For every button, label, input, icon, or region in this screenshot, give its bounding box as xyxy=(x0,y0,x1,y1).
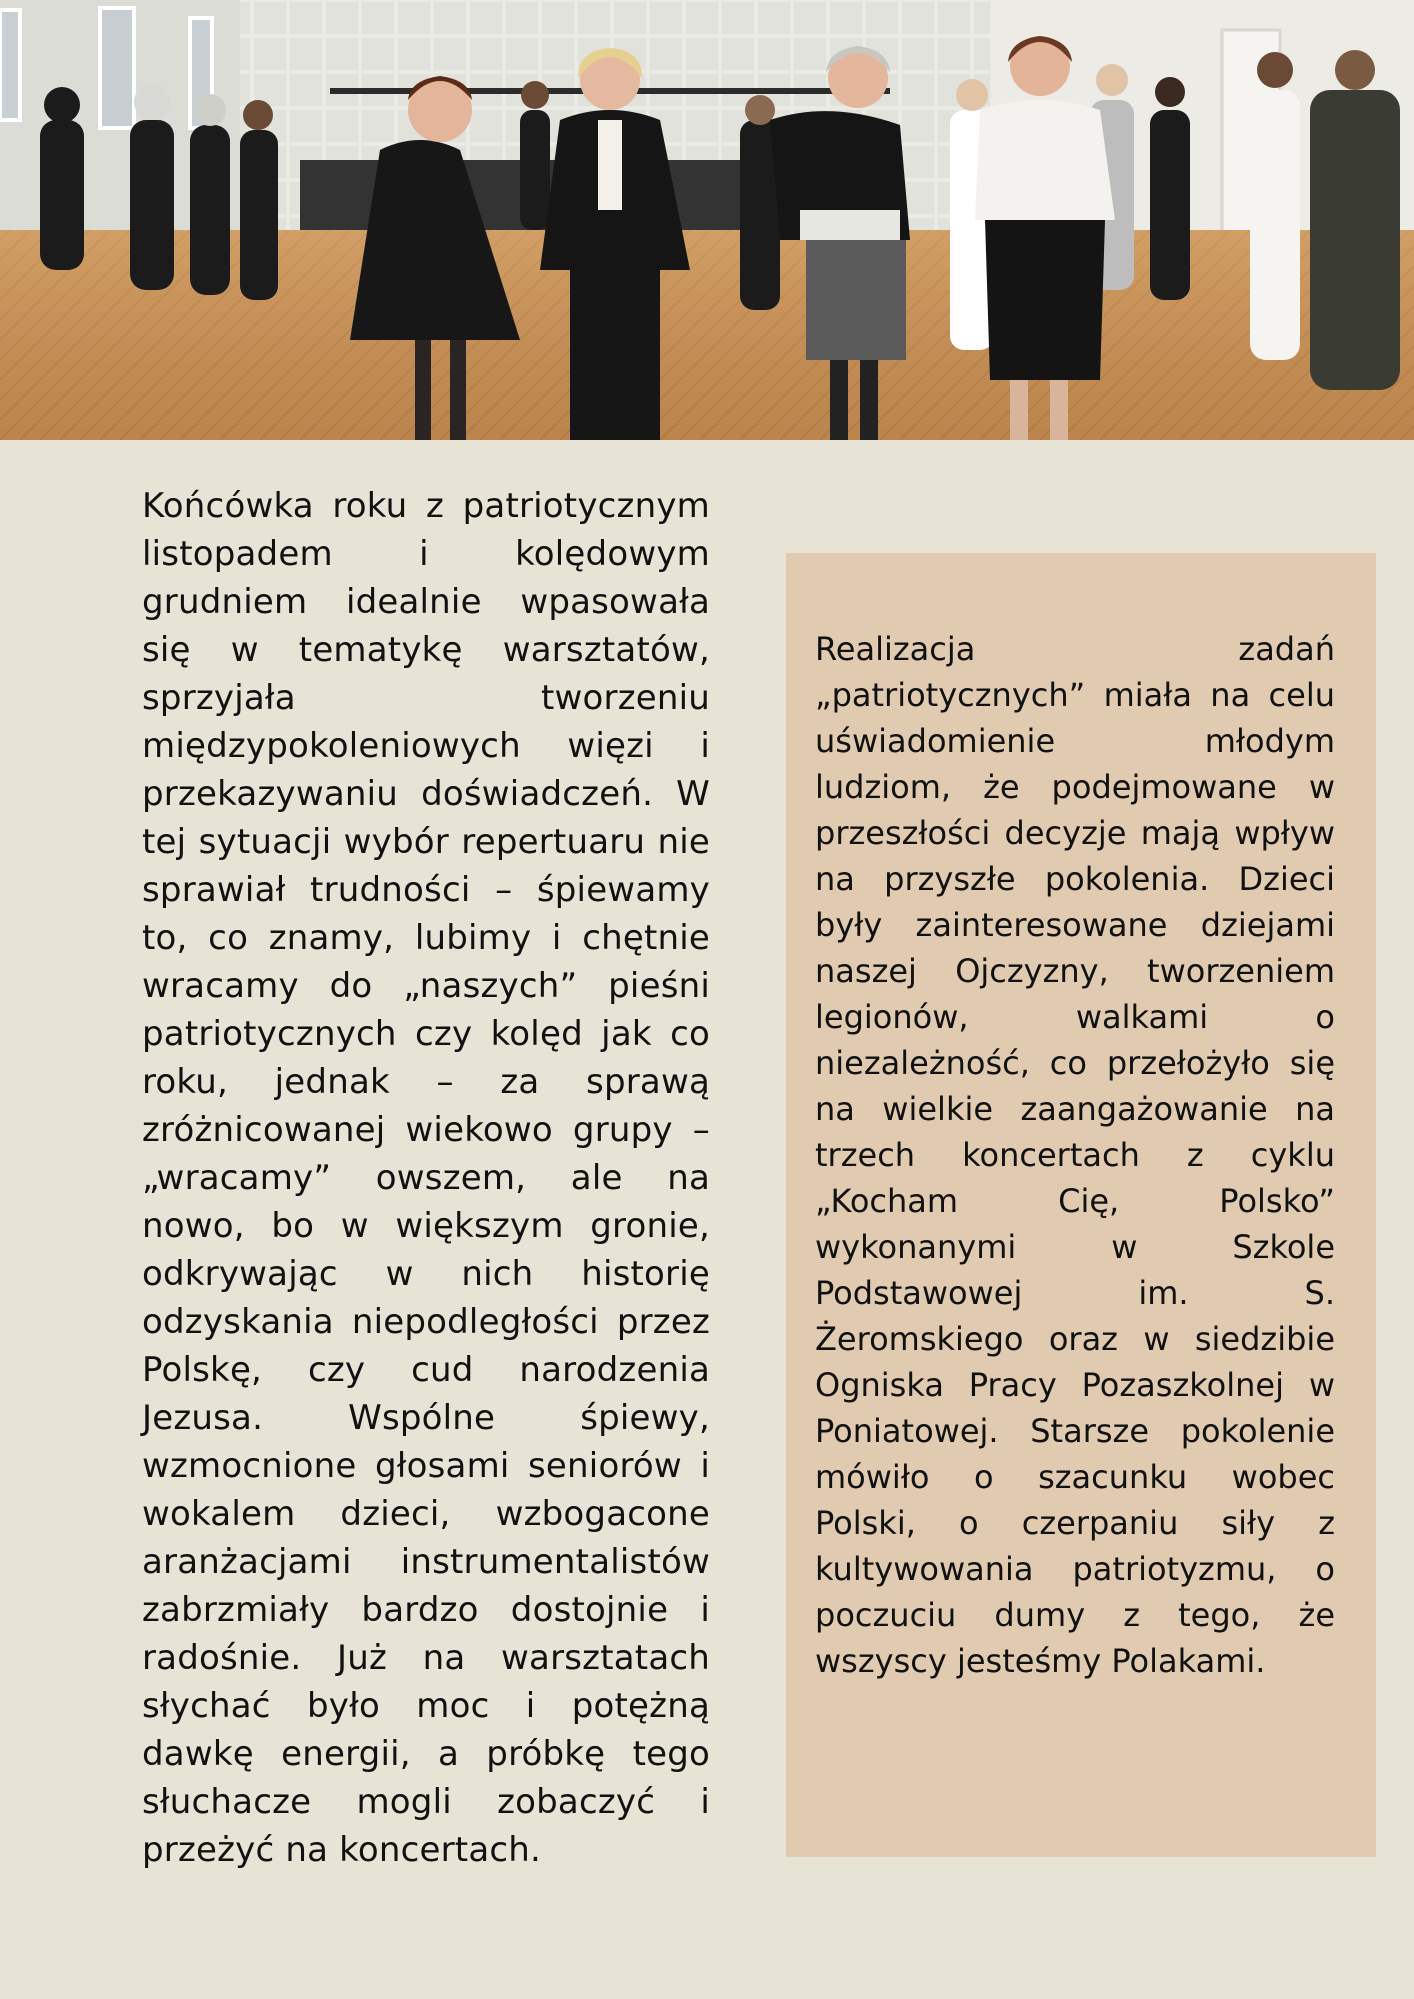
right-paragraph: Realizacja zadań „patriotycznych” miała na celu uświadomienie młodym ludziom, że podejmowane w przeszłości decyzje mają wpływ na przyszłe pokolenia. Dzieci były zainteresowane dziejami naszej Ojczyzny, tworzeniem legionów, walkami o niezależność, co przełożyło się na wielkie zaangażowanie na trzech koncertach z cyklu „Kocham Cię, Polsko” wykonanymi w Szkole Podstawowej im. S. Żeromskiego oraz w siedzibie Ogniska Pracy Pozaszkolnej w Poniatowej. Starsze pokolenie mówiło o szacunku wobec Polski, o czerpaniu siły z kultywowania patriotyzmu, o poczuciu dumy z tego, że wszyscy jesteśmy Polakami. xyxy=(815,630,1335,1680)
right-column xyxy=(815,626,1335,1684)
window xyxy=(100,8,134,128)
left-paragraph: Końcówka roku z patriotycznym listopadem i kolędowym grudniem idealnie wpasowała się w tematykę warsztatów, sprzyjała tworzeniu międzypokoleniowych więzi i przekazywaniu doświadczeń. W tej sytuacji wybór repertuaru nie sprawiał trudności – śpiewamy to, co znamy, lubimy i chętnie wracamy do „naszych” pieśni patriotycznych czy kolęd jak co roku, jednak – za sprawą zróżnicowanej wiekowo grupy – „wracamy” owszem, ale na nowo, bo w większym gronie, odkrywając w nich historię odzyskania niepodległości przez Polskę, czy cud narodzenia Jezusa. Wspólne śpiewy, wzmocnione głosami seniorów i wokalem dzieci, wzbogacone aranżacjami instrumentalistów zabrzmiały bardzo dostojnie i radośnie. Już na warsztatach słychać było moc i potężną dawkę energii, a próbkę tego słuchacze mogli zobaczyć i przeżyć na koncertach. xyxy=(142,486,710,1870)
dance-photo xyxy=(0,0,1414,440)
left-column xyxy=(142,482,710,1874)
dance-photo-illustration xyxy=(0,0,1414,440)
